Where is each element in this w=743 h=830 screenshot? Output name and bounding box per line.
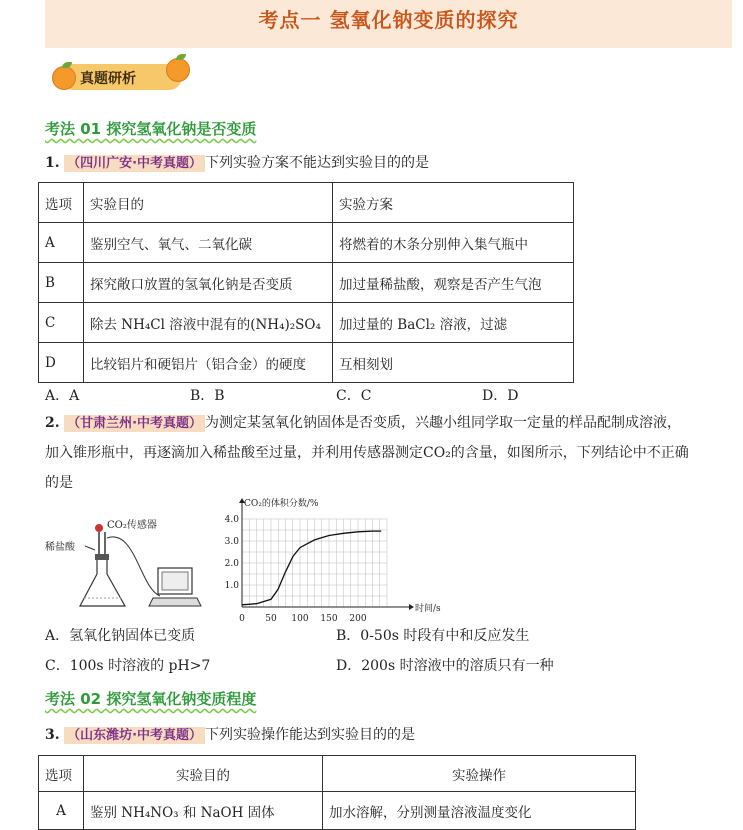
table-header-cell: 实验操作 [323,756,636,792]
question-stem: 下列实验操作能达到实验目的的是 [205,727,416,743]
q3-table [38,755,636,830]
question-stem-line-2: 加入锥形瓶中，再逐滴加入稀盐酸至过量，并利用传感器测定CO₂的含量，如图所示，下列结论中不正确 [45,445,689,461]
section-badge [52,60,190,92]
y-tick-label: 2.0 [224,559,239,569]
q2-option-d: D．200s 时溶液中的溶质只有一种 [336,658,554,674]
table-cell: 探究敞口放置的氢氧化钠是否变质 [84,263,333,303]
table-cell: 比较铝片和硬铝片（铝合金）的硬度 [84,343,333,383]
question-number: 3. [45,727,60,743]
acid-pointer [85,546,95,550]
table-cell: B [39,263,84,303]
table-row [39,343,574,383]
section-heading-1: 考法 01 探究氢氧化钠是否变质 [45,120,257,138]
x-tick-label: 100 [291,614,309,624]
badge-label: 真题研析 [80,71,136,87]
table-header-cell: 选项 [39,183,84,223]
question-2 [45,413,735,503]
page-title: 考点一 氢氧化钠变质的探究 [258,8,519,32]
section-heading-2: 考法 02 探究氢氧化钠变质程度 [45,690,257,708]
question-stem: 下列实验方案不能达到实验目的的是 [205,155,430,171]
table-cell: A [39,223,84,263]
q2-option-a: A．氢氧化钠固体已变质 [45,628,196,644]
question-stem-line-3: 的是 [45,475,73,491]
q1-option-d: D．D [482,388,519,404]
apparatus-figure [45,518,205,613]
x-tick-label: 0 [239,614,245,624]
y-axis-label: CO₂的体积分数/% [244,499,319,509]
q2-option-c: C．100s 时溶液的 pH>7 [45,658,211,674]
question-3 [45,725,415,746]
table-cell: 加过量稀盐酸，观察是否产生气泡 [333,263,574,303]
question-source: （四川广安·中考真题） [64,155,205,172]
table-cell: 鉴别空气、氧气、二氧化碳 [84,223,333,263]
table-header-cell: 实验目的 [84,756,323,792]
series-line [242,531,381,605]
question-1 [45,153,429,174]
table-header-cell: 实验方案 [333,183,574,223]
x-tick-label: 50 [265,614,277,624]
q1-option-a: A．A [45,388,80,404]
table-cell: C [39,303,84,343]
orange-left-icon [52,66,76,90]
table-cell: 加水溶解，分别测量溶液温度变化 [323,792,636,830]
table-cell: 除去 NH₄Cl 溶液中混有的(NH₄)₂SO₄ [84,303,333,343]
table-cell: 加过量的 BaCl₂ 溶液，过滤 [333,303,574,343]
q1-table [38,182,574,383]
question-number: 1. [45,155,60,171]
x-axis-label: 时间/s [415,604,441,614]
laptop-display [162,572,188,590]
question-number: 2. [45,415,60,431]
chart-svg [210,497,441,624]
stopper [95,554,109,560]
y-tick-label: 3.0 [224,537,239,547]
apparatus-svg [45,518,205,613]
laptop-keyboard-icon [149,598,201,606]
x-axis-arrow [409,604,414,610]
y-tick-label: 4.0 [224,515,239,525]
table-header-cell: 选项 [39,756,84,792]
table-header-cell: 实验目的 [84,183,333,223]
x-tick-label: 200 [349,614,367,624]
table-row [39,303,574,343]
q2-option-b: B．0-50s 时段有中和反应发生 [336,628,530,644]
orange-right-icon [166,58,190,82]
q1-option-b: B．B [190,388,225,404]
table-cell: 将燃着的木条分别伸入集气瓶中 [333,223,574,263]
title-banner [45,0,732,48]
table-row [39,223,574,263]
table-cell: 互相刻划 [333,343,574,383]
co2-chart [210,497,441,624]
q1-option-c: C．C [336,388,372,404]
table-header-row [39,756,636,792]
acid-label: 稀盐酸 [45,542,75,553]
table-cell: A [39,792,84,830]
table-row [39,792,636,830]
table-cell: 鉴别 NH₄NO₃ 和 NaOH 固体 [84,792,323,830]
sensor-label: CO₂传感器 [107,520,157,531]
question-stem-line-1: 为测定某氢氧化钠固体是否变质，兴趣小组同学取一定量的样品配制成溶液， [205,415,682,431]
flask-icon [80,560,125,606]
y-tick-label: 1.0 [224,581,239,591]
question-source: （山东潍坊·中考真题） [64,727,205,744]
table-header-row [39,183,574,223]
question-source: （甘肃兰州·中考真题） [64,415,205,432]
table-row [39,263,574,303]
dropper-bulb-icon [95,524,103,532]
table-cell: D [39,343,84,383]
x-tick-label: 150 [320,614,338,624]
